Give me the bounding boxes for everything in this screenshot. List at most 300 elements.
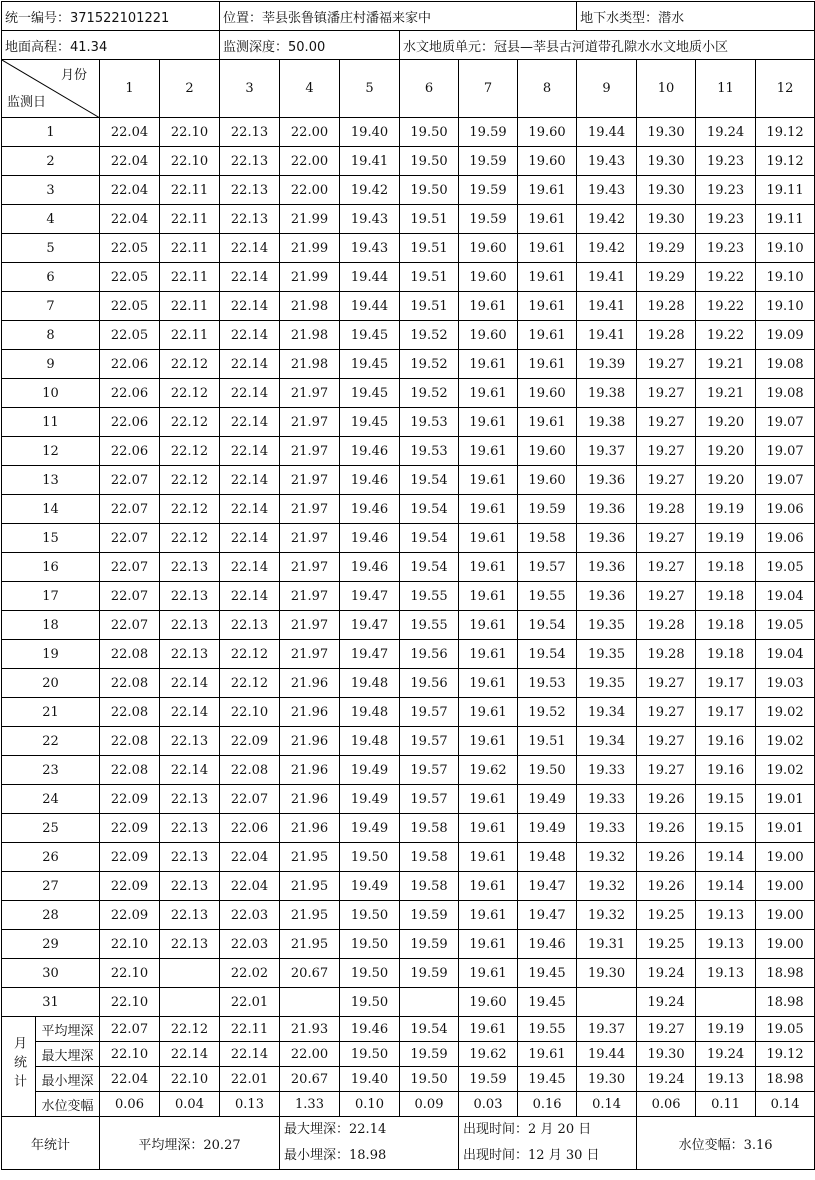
depth-cell: 19.49	[518, 785, 577, 814]
stat-cell: 19.50	[340, 1042, 400, 1067]
stat-cell: 19.12	[756, 1042, 815, 1067]
depth-cell: 22.07	[100, 524, 160, 553]
table-row	[2, 292, 815, 321]
depth-cell: 21.97	[280, 553, 340, 582]
depth-cell: 21.95	[280, 901, 340, 930]
depth-cell: 19.20	[696, 466, 756, 495]
depth-cell: 19.60	[459, 988, 518, 1017]
monthly-stats-label	[2, 1017, 36, 1117]
annual-range: 水位变幅：3.16	[637, 1117, 815, 1170]
stats-row	[2, 1067, 815, 1092]
depth-cell: 22.02	[220, 959, 280, 988]
depth-cell: 19.59	[459, 205, 518, 234]
stat-cell: 19.50	[400, 1067, 459, 1092]
depth-cell: 22.10	[100, 988, 160, 1017]
depth-cell: 19.00	[756, 930, 815, 959]
depth-cell: 19.27	[637, 553, 696, 582]
depth-cell: 19.48	[340, 669, 400, 698]
depth-cell: 22.10	[100, 930, 160, 959]
depth-cell: 19.61	[459, 379, 518, 408]
depth-cell: 19.24	[637, 988, 696, 1017]
depth-cell: 19.27	[637, 466, 696, 495]
table-row	[2, 582, 815, 611]
depth-cell: 19.50	[340, 930, 400, 959]
depth-cell: 19.61	[459, 553, 518, 582]
depth-cell: 19.31	[577, 930, 637, 959]
depth-cell: 19.04	[756, 582, 815, 611]
depth-cell: 21.99	[280, 263, 340, 292]
stat-cell: 19.59	[400, 1042, 459, 1067]
stat-cell: 0.04	[160, 1092, 220, 1117]
depth-cell: 22.14	[220, 408, 280, 437]
depth-cell: 19.25	[637, 901, 696, 930]
depth-cell: 19.28	[637, 640, 696, 669]
depth-cell: 22.10	[100, 959, 160, 988]
depth-cell: 21.97	[280, 437, 340, 466]
depth-cell: 19.30	[637, 176, 696, 205]
depth-cell: 22.14	[220, 234, 280, 263]
depth-cell: 19.44	[340, 292, 400, 321]
depth-cell: 19.34	[577, 698, 637, 727]
depth-cell: 19.54	[400, 495, 459, 524]
stat-cell: 0.10	[340, 1092, 400, 1117]
table-row	[2, 872, 815, 901]
table-row	[2, 611, 815, 640]
depth-cell: 19.24	[637, 959, 696, 988]
depth-cell: 21.99	[280, 205, 340, 234]
depth-cell: 19.61	[518, 234, 577, 263]
annual-extreme-times	[459, 1117, 637, 1170]
depth-cell: 19.41	[340, 147, 400, 176]
stat-cell: 19.24	[637, 1067, 696, 1092]
depth-cell: 19.46	[340, 437, 400, 466]
day-cell: 2	[2, 147, 100, 176]
depth-cell: 19.50	[340, 988, 400, 1017]
day-cell: 25	[2, 814, 100, 843]
depth-cell: 22.04	[220, 843, 280, 872]
depth-cell: 19.51	[400, 263, 459, 292]
depth-cell: 19.58	[400, 814, 459, 843]
depth-cell: 19.45	[340, 350, 400, 379]
depth-cell: 19.55	[400, 611, 459, 640]
day-cell: 15	[2, 524, 100, 553]
depth-cell: 19.23	[696, 176, 756, 205]
depth-cell: 22.13	[220, 147, 280, 176]
depth-cell: 21.97	[280, 524, 340, 553]
stat-cell: 19.13	[696, 1067, 756, 1092]
depth-cell: 22.00	[280, 147, 340, 176]
depth-cell: 19.49	[340, 785, 400, 814]
monitoring-table	[1, 1, 815, 1170]
day-cell: 1	[2, 118, 100, 147]
depth-cell: 22.03	[220, 930, 280, 959]
depth-cell: 19.11	[756, 205, 815, 234]
depth-cell: 19.21	[696, 350, 756, 379]
stat-cell: 20.67	[280, 1067, 340, 1092]
depth-cell: 19.09	[756, 321, 815, 350]
depth-cell: 19.50	[400, 118, 459, 147]
depth-cell: 22.08	[100, 640, 160, 669]
depth-cell: 19.26	[637, 814, 696, 843]
month-header: 7	[459, 60, 518, 118]
depth-cell: 22.05	[100, 292, 160, 321]
depth-cell: 21.97	[280, 495, 340, 524]
stat-cell: 19.24	[696, 1042, 756, 1067]
stat-cell: 0.14	[577, 1092, 637, 1117]
stat-cell: 19.19	[696, 1017, 756, 1042]
depth-cell: 22.09	[100, 785, 160, 814]
depth-cell: 22.14	[220, 321, 280, 350]
table-row	[2, 524, 815, 553]
depth-cell: 19.39	[577, 350, 637, 379]
depth-cell: 22.12	[160, 495, 220, 524]
depth-cell: 19.61	[459, 814, 518, 843]
day-cell: 23	[2, 756, 100, 785]
day-cell: 19	[2, 640, 100, 669]
depth-cell: 19.57	[518, 553, 577, 582]
depth-cell: 19.08	[756, 379, 815, 408]
depth-cell: 22.14	[220, 437, 280, 466]
table-row	[2, 640, 815, 669]
day-cell: 18	[2, 611, 100, 640]
depth-cell: 19.33	[577, 814, 637, 843]
day-cell: 24	[2, 785, 100, 814]
month-header: 11	[696, 60, 756, 118]
stat-cell: 19.61	[459, 1017, 518, 1042]
depth-cell: 22.07	[100, 466, 160, 495]
day-cell: 26	[2, 843, 100, 872]
depth-cell: 19.61	[459, 495, 518, 524]
depth-cell: 19.45	[340, 408, 400, 437]
depth-cell: 19.61	[518, 205, 577, 234]
depth-cell: 19.27	[637, 524, 696, 553]
depth-cell: 19.61	[518, 292, 577, 321]
stat-cell: 0.11	[696, 1092, 756, 1117]
depth-cell: 22.00	[280, 176, 340, 205]
annual-max-time: 出现时间：2 月 20 日	[463, 1122, 592, 1137]
stat-cell: 19.46	[340, 1017, 400, 1042]
depth-cell: 19.02	[756, 698, 815, 727]
depth-cell: 19.50	[340, 901, 400, 930]
day-cell: 10	[2, 379, 100, 408]
depth-cell: 19.01	[756, 814, 815, 843]
depth-cell: 19.49	[340, 814, 400, 843]
depth-cell: 19.61	[459, 669, 518, 698]
depth-cell: 19.32	[577, 872, 637, 901]
corner-day-label: 监测日	[7, 95, 47, 110]
depth-cell: 19.59	[459, 118, 518, 147]
month-header: 9	[577, 60, 637, 118]
depth-cell: 19.00	[756, 872, 815, 901]
depth-cell: 22.13	[160, 814, 220, 843]
depth-cell: 19.61	[459, 843, 518, 872]
depth-cell: 22.07	[100, 582, 160, 611]
depth-cell: 22.11	[160, 205, 220, 234]
depth-cell: 21.97	[280, 640, 340, 669]
depth-cell: 19.52	[400, 379, 459, 408]
depth-cell: 19.10	[756, 234, 815, 263]
depth-cell: 19.60	[459, 263, 518, 292]
depth-cell: 19.58	[518, 524, 577, 553]
depth-cell: 21.96	[280, 814, 340, 843]
depth-cell: 19.23	[696, 205, 756, 234]
table-row	[2, 379, 815, 408]
stats-row	[2, 1042, 815, 1067]
depth-cell: 19.59	[400, 901, 459, 930]
depth-cell: 19.42	[340, 176, 400, 205]
depth-cell: 19.47	[518, 901, 577, 930]
stat-cell: 1.33	[280, 1092, 340, 1117]
table-row	[2, 553, 815, 582]
depth-cell: 19.57	[400, 756, 459, 785]
depth-cell: 19.40	[340, 118, 400, 147]
depth-cell: 19.56	[400, 640, 459, 669]
depth-cell: 19.20	[696, 408, 756, 437]
depth-cell: 22.10	[220, 698, 280, 727]
station-id: 统一编号：371522101221	[2, 2, 220, 31]
depth-cell: 19.44	[577, 118, 637, 147]
depth-cell: 22.04	[220, 872, 280, 901]
depth-cell: 19.29	[637, 234, 696, 263]
depth-cell: 21.99	[280, 234, 340, 263]
depth-cell: 19.27	[637, 727, 696, 756]
day-cell: 21	[2, 698, 100, 727]
depth-cell: 19.49	[340, 872, 400, 901]
depth-cell: 19.61	[459, 901, 518, 930]
depth-cell: 22.09	[100, 872, 160, 901]
depth-cell: 22.03	[220, 901, 280, 930]
depth-cell: 19.47	[340, 640, 400, 669]
table-row	[2, 698, 815, 727]
table-row	[2, 843, 815, 872]
month-header: 1	[100, 60, 160, 118]
depth-cell: 19.61	[459, 408, 518, 437]
stat-cell: 19.59	[459, 1067, 518, 1092]
depth-cell: 21.97	[280, 611, 340, 640]
depth-cell: 21.96	[280, 785, 340, 814]
depth-cell: 19.01	[756, 785, 815, 814]
table-row	[2, 495, 815, 524]
depth-cell: 19.41	[577, 263, 637, 292]
depth-cell: 19.61	[459, 582, 518, 611]
depth-cell: 22.00	[280, 118, 340, 147]
depth-cell: 19.45	[340, 379, 400, 408]
depth-cell: 19.54	[400, 524, 459, 553]
depth-cell: 19.61	[459, 727, 518, 756]
corner-month-label: 月份	[60, 68, 87, 83]
depth-cell: 22.14	[220, 466, 280, 495]
month-header: 6	[400, 60, 459, 118]
depth-cell: 19.58	[400, 843, 459, 872]
depth-cell: 19.54	[400, 553, 459, 582]
depth-cell: 19.27	[637, 698, 696, 727]
stat-cell: 22.04	[100, 1067, 160, 1092]
depth-cell: 19.60	[518, 437, 577, 466]
depth-cell: 19.11	[756, 176, 815, 205]
ground-elevation: 地面高程：41.34	[2, 31, 220, 60]
depth-cell: 19.08	[756, 350, 815, 379]
depth-cell: 19.50	[518, 756, 577, 785]
depth-cell: 19.27	[637, 379, 696, 408]
month-header: 3	[220, 60, 280, 118]
depth-cell: 19.61	[518, 350, 577, 379]
depth-cell: 19.00	[756, 901, 815, 930]
depth-cell: 19.34	[577, 727, 637, 756]
depth-cell: 22.08	[220, 756, 280, 785]
depth-cell: 19.62	[459, 756, 518, 785]
stats-row	[2, 1092, 815, 1117]
depth-cell: 22.13	[160, 872, 220, 901]
depth-cell: 19.56	[400, 669, 459, 698]
stat-cell: 19.37	[577, 1017, 637, 1042]
depth-cell: 19.28	[637, 495, 696, 524]
depth-cell: 22.14	[220, 292, 280, 321]
depth-cell: 19.60	[518, 466, 577, 495]
depth-cell: 22.01	[220, 988, 280, 1017]
depth-cell: 19.26	[637, 843, 696, 872]
depth-cell: 19.27	[637, 408, 696, 437]
depth-cell: 19.61	[459, 524, 518, 553]
table-row	[2, 785, 815, 814]
table-row	[2, 466, 815, 495]
depth-cell: 19.32	[577, 901, 637, 930]
depth-cell: 19.60	[518, 379, 577, 408]
depth-cell: 19.45	[518, 959, 577, 988]
stat-cell: 19.55	[518, 1017, 577, 1042]
table-row	[2, 756, 815, 785]
depth-cell: 22.14	[220, 495, 280, 524]
stat-cell: 22.07	[100, 1017, 160, 1042]
depth-cell: 19.25	[637, 930, 696, 959]
depth-cell: 19.49	[518, 814, 577, 843]
depth-cell: 19.52	[518, 698, 577, 727]
stat-cell: 22.10	[160, 1067, 220, 1092]
depth-cell: 19.48	[340, 727, 400, 756]
stat-cell: 22.11	[220, 1017, 280, 1042]
depth-cell: 19.14	[696, 872, 756, 901]
depth-cell: 19.27	[637, 350, 696, 379]
stat-cell: 19.54	[400, 1017, 459, 1042]
month-header: 12	[756, 60, 815, 118]
depth-cell: 22.13	[160, 901, 220, 930]
depth-cell: 19.36	[577, 553, 637, 582]
depth-cell: 22.10	[160, 118, 220, 147]
depth-cell: 19.02	[756, 756, 815, 785]
table-row	[2, 959, 815, 988]
depth-cell: 19.59	[400, 930, 459, 959]
depth-cell: 19.61	[518, 321, 577, 350]
depth-cell: 19.06	[756, 495, 815, 524]
annual-max-depth: 最大埋深：22.14	[284, 1122, 387, 1137]
table-row	[2, 669, 815, 698]
table-row	[2, 147, 815, 176]
stat-cell: 22.14	[220, 1042, 280, 1067]
station-location: 位置：莘县张鲁镇潘庄村潘福来家中	[220, 2, 577, 31]
month-header: 5	[340, 60, 400, 118]
depth-cell: 21.97	[280, 408, 340, 437]
depth-cell: 19.27	[637, 582, 696, 611]
month-header: 8	[518, 60, 577, 118]
depth-cell: 19.19	[696, 524, 756, 553]
day-cell: 9	[2, 350, 100, 379]
depth-cell: 19.27	[637, 669, 696, 698]
depth-cell: 21.98	[280, 321, 340, 350]
depth-cell: 19.18	[696, 553, 756, 582]
depth-cell: 19.51	[400, 234, 459, 263]
depth-cell: 22.14	[220, 582, 280, 611]
day-cell: 4	[2, 205, 100, 234]
depth-cell: 19.30	[637, 147, 696, 176]
monthly-stats-text: 月统计	[11, 1036, 26, 1093]
stat-cell: 0.09	[400, 1092, 459, 1117]
depth-cell: 21.95	[280, 930, 340, 959]
depth-cell: 22.13	[160, 727, 220, 756]
table-row	[2, 321, 815, 350]
depth-cell: 19.29	[637, 263, 696, 292]
day-cell: 6	[2, 263, 100, 292]
depth-cell: 21.96	[280, 669, 340, 698]
depth-cell: 19.13	[696, 930, 756, 959]
table-row	[2, 408, 815, 437]
depth-cell: 22.09	[220, 727, 280, 756]
depth-cell: 19.15	[696, 814, 756, 843]
depth-cell: 19.15	[696, 785, 756, 814]
depth-cell: 19.27	[637, 437, 696, 466]
depth-cell: 19.06	[756, 524, 815, 553]
depth-cell: 19.61	[459, 437, 518, 466]
depth-cell: 19.61	[459, 350, 518, 379]
depth-cell: 19.02	[756, 727, 815, 756]
stat-cell: 19.27	[637, 1017, 696, 1042]
day-cell: 11	[2, 408, 100, 437]
depth-cell: 19.61	[459, 292, 518, 321]
depth-cell: 22.11	[160, 263, 220, 292]
annual-stats-row	[2, 1117, 815, 1170]
depth-cell: 19.53	[400, 437, 459, 466]
depth-cell: 19.18	[696, 582, 756, 611]
depth-cell: 22.07	[100, 553, 160, 582]
depth-cell: 19.36	[577, 466, 637, 495]
stat-cell: 0.06	[100, 1092, 160, 1117]
depth-cell: 19.16	[696, 727, 756, 756]
stat-label: 水位变幅	[36, 1092, 100, 1117]
depth-cell: 19.26	[637, 785, 696, 814]
depth-cell: 19.35	[577, 640, 637, 669]
depth-cell: 22.13	[220, 176, 280, 205]
depth-cell: 19.33	[577, 785, 637, 814]
depth-cell: 19.33	[577, 756, 637, 785]
day-cell: 3	[2, 176, 100, 205]
depth-cell: 19.48	[340, 698, 400, 727]
depth-cell: 19.43	[340, 205, 400, 234]
depth-cell: 22.11	[160, 176, 220, 205]
stat-cell: 19.05	[756, 1017, 815, 1042]
depth-cell: 19.35	[577, 611, 637, 640]
day-cell: 7	[2, 292, 100, 321]
depth-cell: 19.12	[756, 147, 815, 176]
depth-cell: 19.38	[577, 408, 637, 437]
depth-cell: 19.23	[696, 147, 756, 176]
depth-cell: 19.59	[400, 959, 459, 988]
depth-cell: 19.46	[340, 466, 400, 495]
depth-cell: 19.35	[577, 669, 637, 698]
corner-cell	[2, 60, 100, 118]
depth-cell: 19.48	[518, 843, 577, 872]
stat-label: 最大埋深	[36, 1042, 100, 1067]
depth-cell: 19.41	[577, 292, 637, 321]
depth-cell: 19.36	[577, 582, 637, 611]
depth-cell: 19.27	[637, 756, 696, 785]
